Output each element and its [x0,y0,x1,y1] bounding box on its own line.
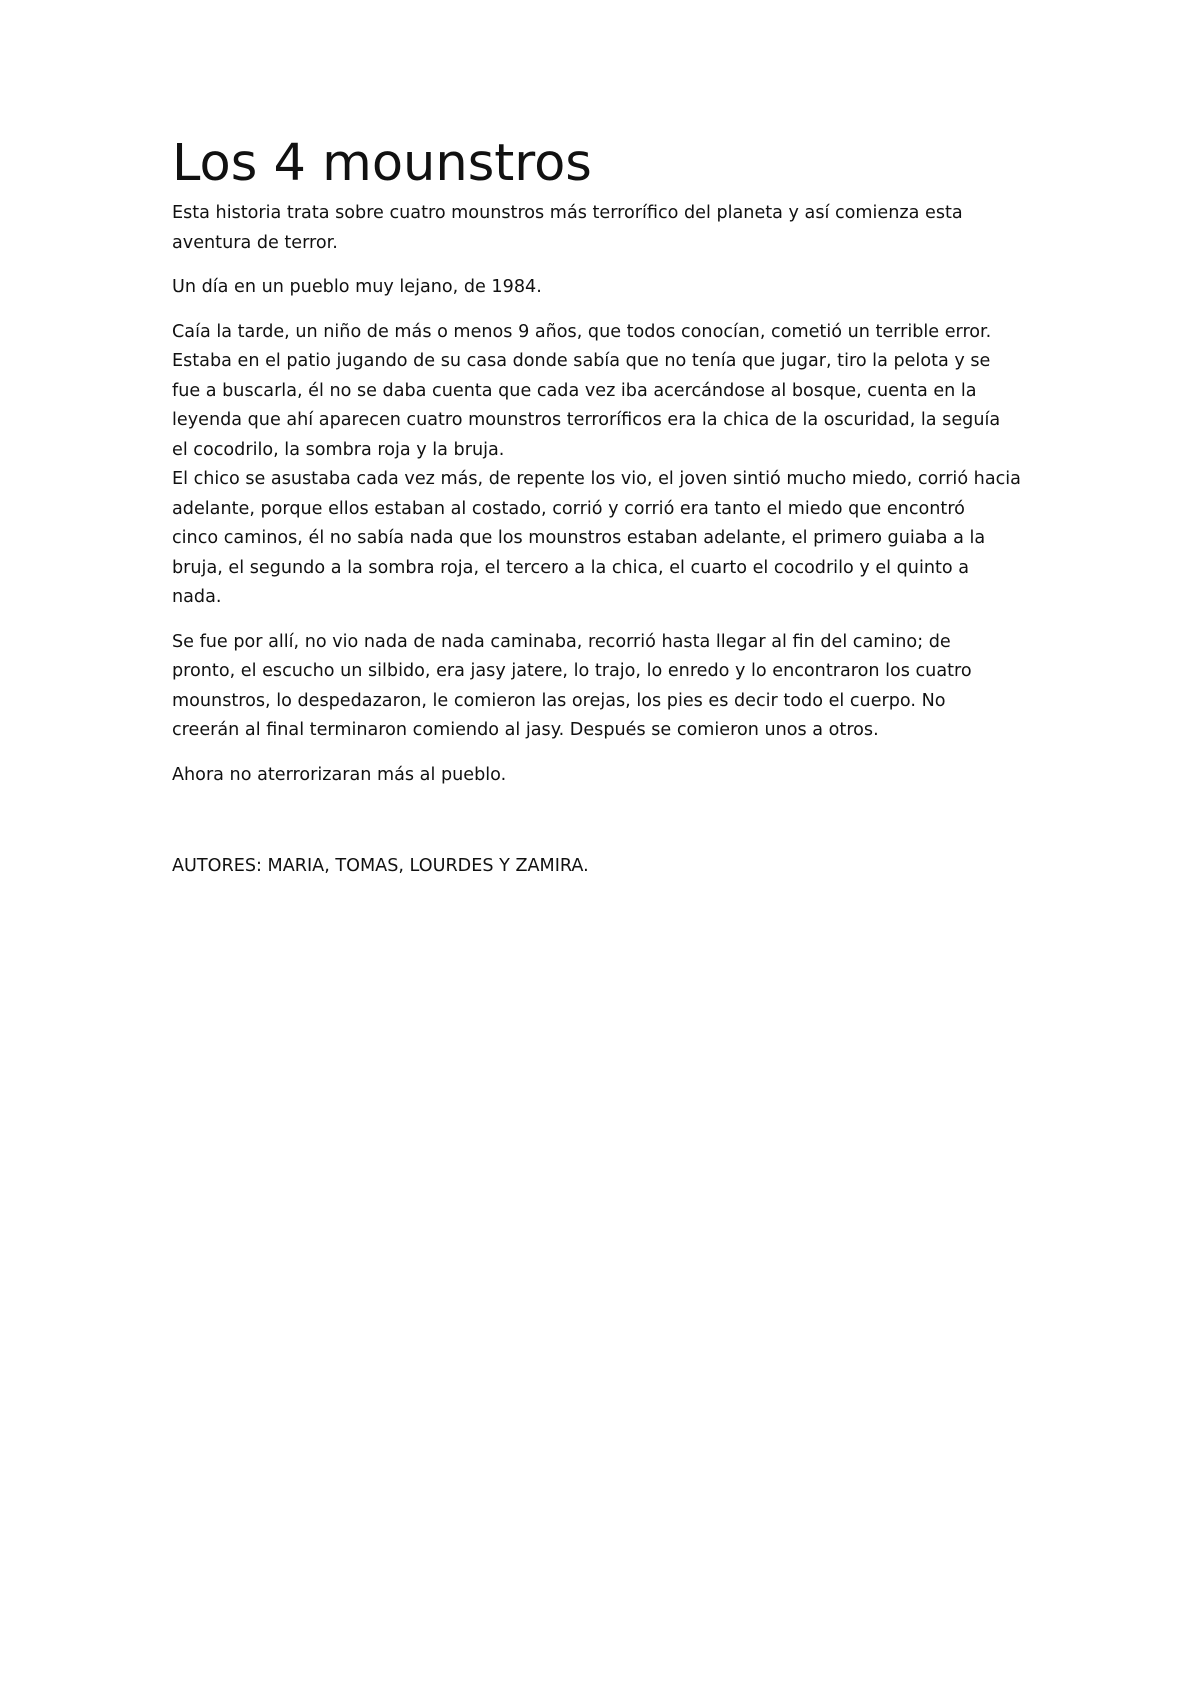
paragraph-climax [172,628,1052,746]
document-page [172,134,1052,882]
paragraph-ending [172,761,1052,791]
paragraph-line: adelante, porque ellos estaban al costado, corrió y corrió era tanto el miedo que encontró [172,498,965,519]
paragraph-line: nada. [172,587,222,607]
paragraph-line: aventura de terror. [172,232,338,253]
authors-line: AUTORES: MARIA, TOMAS, LOURDES Y ZAMIRA. [172,856,589,876]
paragraph-line: Caía la tarde, un niño de más o menos 9 años, que todos conocían, cometió un terrible error. [172,321,992,342]
paragraph-line: mounstros, lo despedazaron, le comieron las orejas, los pies es decir todo el cuerpo. No [172,690,946,711]
paragraph-line: fue a buscarla, él no se daba cuenta que cada vez iba acercándose al bosque, cuenta en la [172,380,977,401]
paragraph-line: Se fue por allí, no vio nada de nada caminaba, recorrió hasta llegar al fin del camino; de [172,631,951,652]
paragraph-line: el cocodrilo, la sombra roja y la bruja. [172,439,505,460]
paragraph-line: bruja, el segundo a la sombra roja, el tercero a la chica, el cuarto el cocodrilo y el quinto a [172,557,970,578]
paragraph-line: creerán al final terminaron comiendo al jasy. Después se comieron unos a otros. [172,720,879,740]
spacer [172,805,1052,852]
paragraph-line: Ahora no aterrorizaran más al pueblo. [172,764,507,785]
paragraph-line: Un día en un pueblo muy lejano, de 1984. [172,277,542,297]
paragraph-line: pronto, el escucho un silbido, era jasy jatere, lo trajo, lo enredo y lo encontraron los cuatro [172,661,972,681]
document-title: Los 4 mounstros [172,134,592,193]
paragraph-setting [172,273,1052,303]
paragraph-line: leyenda que ahí aparecen cuatro mounstros terroríficos era la chica de la oscuridad, la seguía [172,410,1001,430]
paragraph-intro [172,199,1052,258]
paragraph-line: Estaba en el patio jugando de su casa donde sabía que no tenía que jugar, tiro la pelota y se [172,351,991,371]
paragraph-line: cinco caminos, él no sabía nada que los mounstros estaban adelante, el primero guiaba a la [172,528,986,548]
paragraph-story [172,318,1052,613]
paragraph-line: El chico se asustaba cada vez más, de repente los vio, el joven sintió mucho miedo, corrió hacia [172,469,1021,489]
paragraph-line: Esta historia trata sobre cuatro mounstros más terrorífico del planeta y así comienza esta [172,203,963,223]
